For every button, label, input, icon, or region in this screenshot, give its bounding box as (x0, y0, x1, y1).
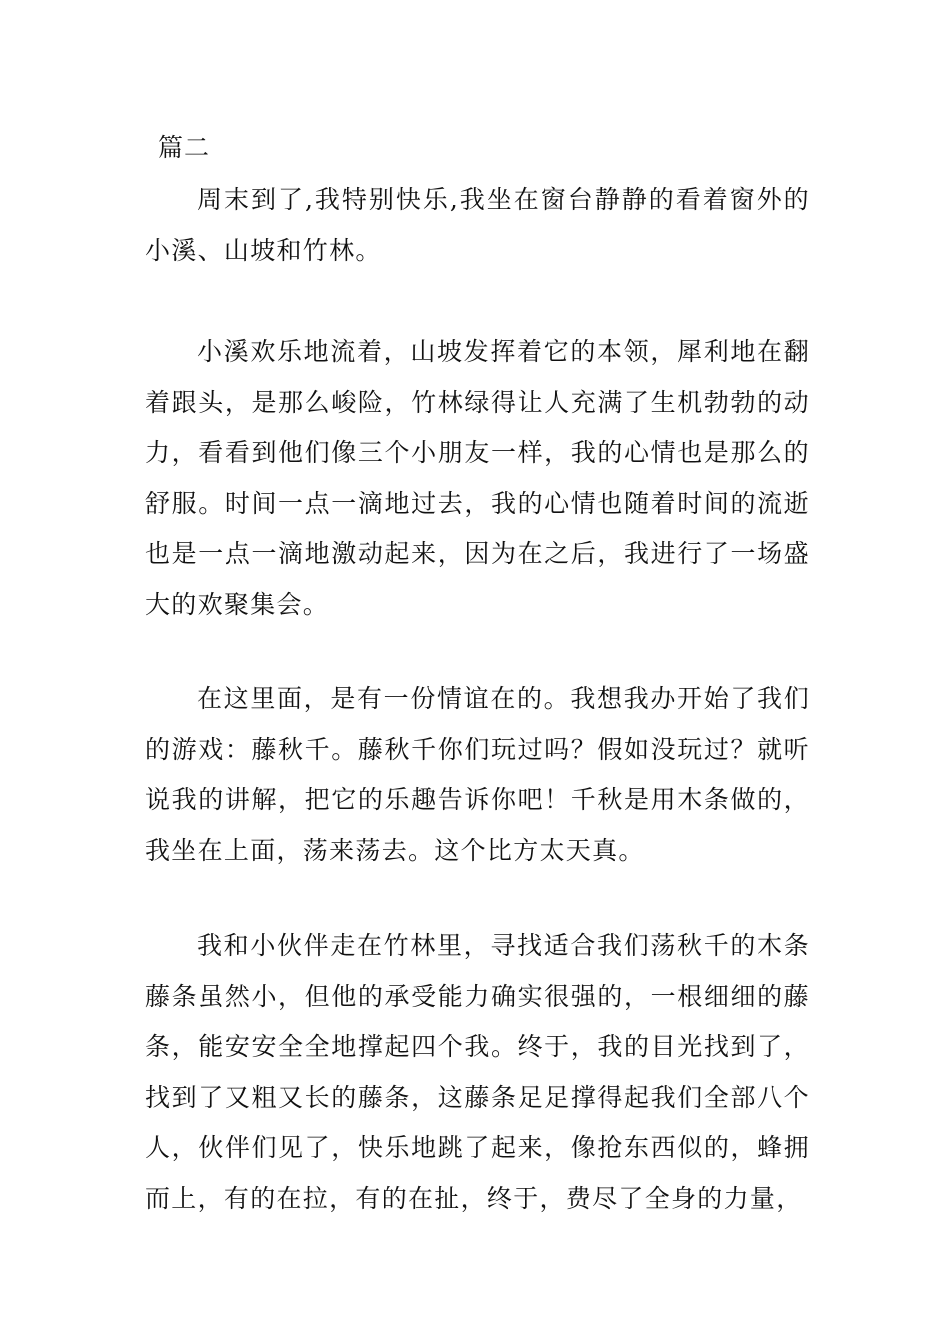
paragraph-2: 小溪欢乐地流着，山坡发挥着它的本领，犀利地在翻着跟头，是那么峻险，竹林绿得让人充满了生机勃勃的动力，看看到他们像三个小朋友一样，我的心情也是那么的舒服。时间一点一滴地过去，我的心情也随着时间的流逝也是一点一滴地激动起来，因为在之后，我进行了一场盛大的欢聚集会。 (145, 337, 810, 619)
paragraph-4: 我和小伙伴走在竹林里，寻找适合我们荡秋千的木条藤条虽然小，但他的承受能力确实很强的，一根细细的藤条，能安安全全地撑起四个我。终于，我的目光找到了，找到了又粗又长的藤条，这藤条足足撑得起我们全部八个人，伙伴们见了，快乐地跳了起来，像抢东西似的，蜂拥而上，有的在拉，有的在扯，终于，费尽了全身的力量， (145, 931, 810, 1213)
paragraph-3: 在这里面，是有一份情谊在的。我想我办开始了我们的游戏：藤秋千。藤秋千你们玩过吗？假如没玩过？就听说我的讲解，把它的乐趣告诉你吧！千秋是用木条做的，我坐在上面，荡来荡去。这个比方太天真。 (145, 684, 810, 865)
paragraph-1: 周末到了,我特别快乐,我坐在窗台静静的看着窗外的小溪、山坡和竹林。 (145, 185, 810, 265)
section-heading: 篇二 (158, 133, 211, 162)
